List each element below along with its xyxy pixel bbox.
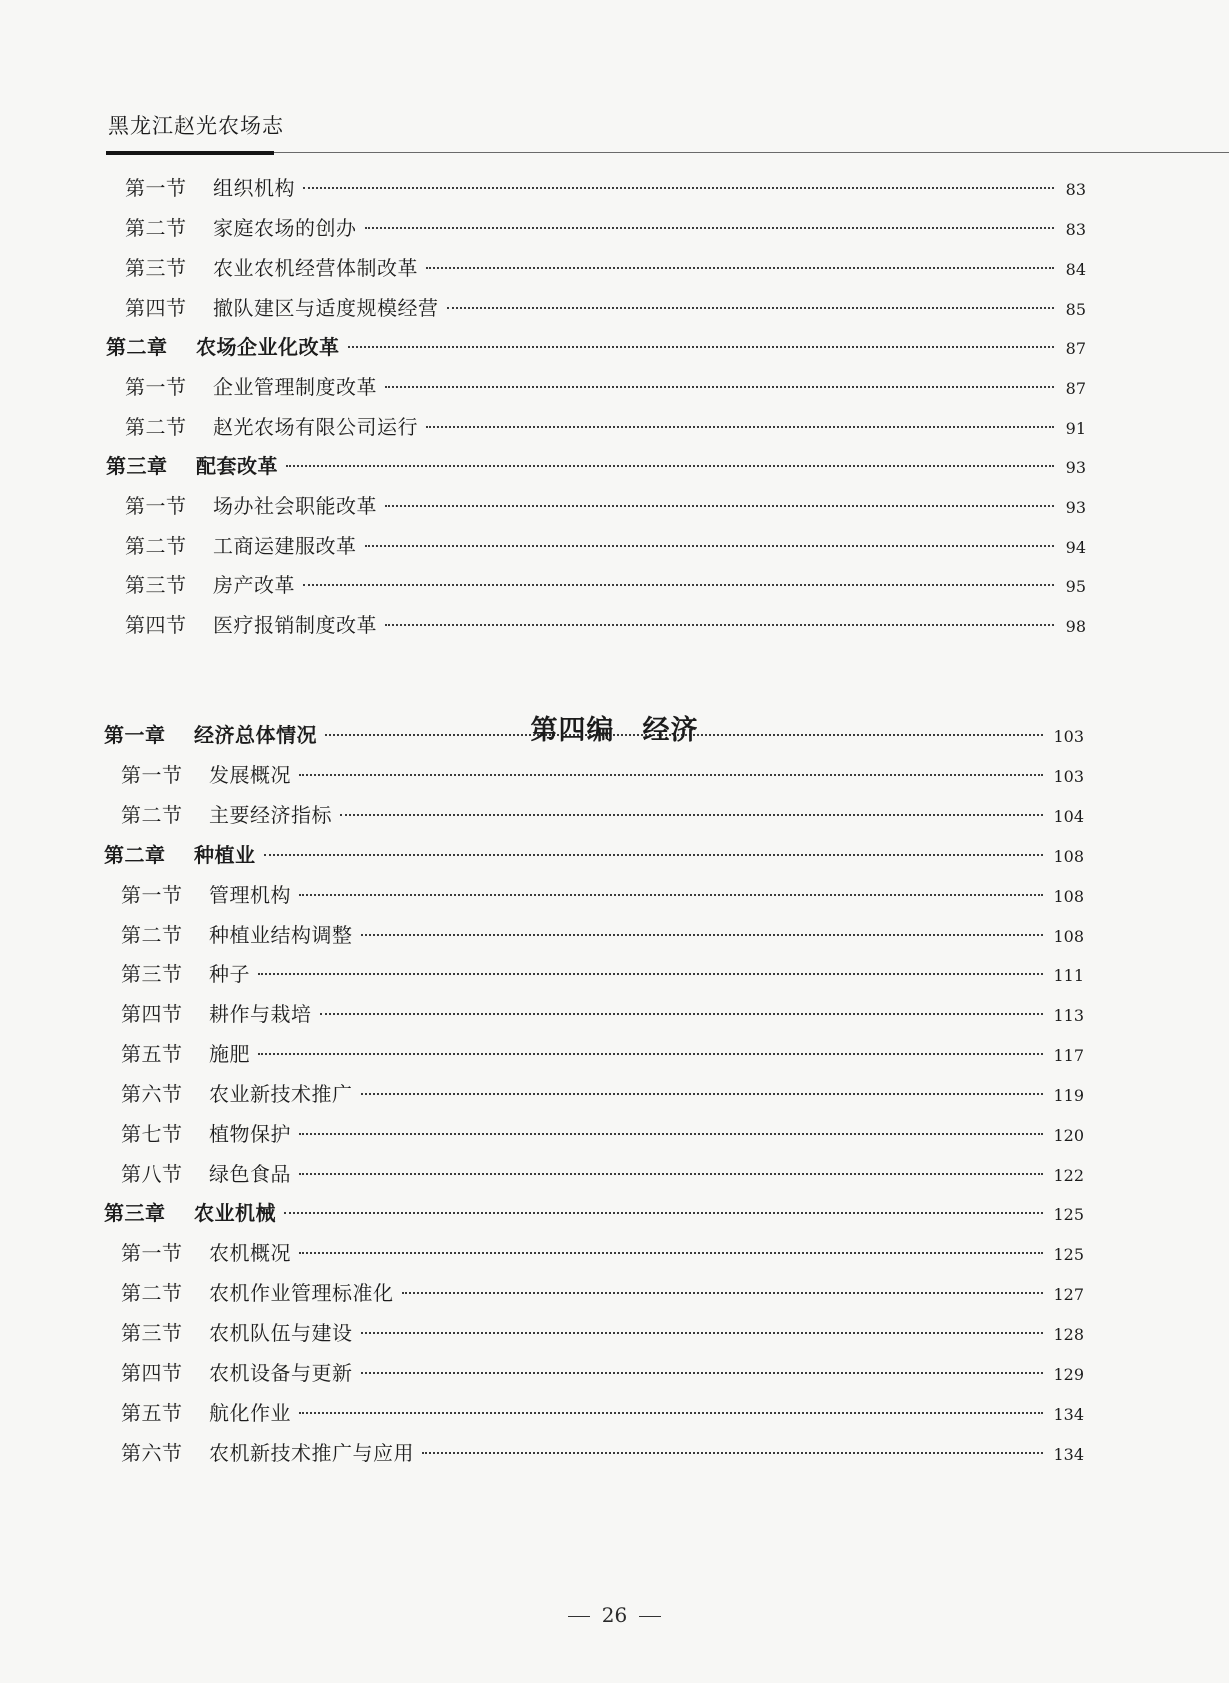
toc-dot-leader [361,1332,1044,1334]
toc-entry-label: 第三章 [104,1201,166,1225]
toc-page-number: 103 [1053,727,1084,746]
toc-entry-title: 农场企业化改革 [196,335,340,359]
page-footer [0,1603,1229,1627]
toc-entry-label: 第六节 [121,1082,183,1106]
toc-entry-title: 赵光农场有限公司运行 [213,415,418,439]
toc-entry-label: 第四节 [125,296,187,320]
toc-dot-leader [264,854,1044,856]
toc-entry-title: 企业管理制度改革 [213,375,377,399]
toc-section-entry [121,959,1084,989]
toc-entry-label: 第三节 [125,573,187,597]
toc-dot-leader [258,1053,1043,1055]
toc-dot-leader [299,1252,1043,1254]
toc-section-entry [125,570,1086,600]
toc-section-entry [125,372,1086,402]
toc-page-number: 127 [1053,1285,1084,1304]
toc-page-number: 94 [1065,538,1086,557]
toc-chapter-entry [106,451,1086,481]
toc-section-entry [121,1358,1084,1388]
toc-entry-title: 配套改革 [196,454,278,478]
toc-section-entry [121,1398,1084,1428]
toc-page-number: 119 [1053,1086,1084,1105]
toc-section-entry [125,293,1086,323]
toc-entry-label: 第一节 [121,1241,183,1265]
toc-entry-label: 第一节 [125,375,187,399]
toc-page-number: 125 [1053,1205,1084,1224]
toc-page-number: 83 [1065,220,1086,239]
toc-entry-label: 第一节 [121,763,183,787]
part-heading: 第四编 经济 [530,715,699,746]
toc-page-number: 104 [1053,807,1084,826]
toc-entry-label: 第二节 [125,415,187,439]
toc-chapter-entry [104,840,1084,870]
toc-section-entry [121,1438,1084,1468]
toc-entry-title: 绿色食品 [209,1162,291,1186]
toc-dot-leader [422,1452,1043,1454]
toc-page-number: 120 [1053,1126,1084,1145]
toc-chapter-entry [104,1198,1084,1228]
toc-section-entry [125,173,1086,203]
toc-entry-title: 植物保护 [209,1122,291,1146]
toc-dot-leader [426,267,1054,269]
toc-dot-leader [447,307,1055,309]
toc-page-number: 103 [1053,767,1084,786]
toc-page-number: 95 [1065,577,1086,596]
toc-entry-label: 第五节 [121,1042,183,1066]
page-number: 26 [601,1603,628,1627]
toc-section-entry [121,1039,1084,1069]
toc-dot-leader [365,545,1055,547]
toc-entry-title: 发展概况 [209,763,291,787]
header-rule-thick [106,151,274,155]
toc-entry-title: 主要经济指标 [209,803,332,827]
toc-section-entry [121,1318,1084,1348]
toc-entry-title: 施肥 [209,1042,250,1066]
toc-page-number: 117 [1053,1046,1084,1065]
toc-dot-leader [402,1292,1044,1294]
toc-entry-label: 第一节 [125,494,187,518]
toc-section-entry [121,880,1084,910]
toc-entry-title: 农业新技术推广 [209,1082,353,1106]
toc-section-entry [121,1159,1084,1189]
toc-section-entry [125,610,1086,640]
toc-page-number: 122 [1053,1166,1084,1185]
toc-dot-leader [348,346,1055,348]
toc-entry-label: 第三节 [121,962,183,986]
toc-page-number: 93 [1065,498,1086,517]
toc-dot-leader [361,934,1044,936]
toc-entry-title: 组织机构 [213,176,295,200]
running-header: 黑龙江赵光农场志 [108,114,284,138]
toc-entry-label: 第三节 [121,1321,183,1345]
toc-dot-leader [299,1412,1043,1414]
toc-dot-leader [361,1372,1044,1374]
toc-section-entry [125,412,1086,442]
header-rule-thin [274,152,1229,153]
toc-dot-leader [340,814,1043,816]
toc-dot-leader [284,1212,1043,1214]
toc-entry-title: 种子 [209,962,250,986]
toc-dot-leader [299,774,1043,776]
toc-entry-title: 房产改革 [213,573,295,597]
toc-entry-label: 第八节 [121,1162,183,1186]
toc-page-number: 83 [1065,180,1086,199]
toc-page-number: 125 [1053,1245,1084,1264]
toc-entry-label: 第一节 [121,883,183,907]
toc-section-entry [125,531,1086,561]
toc-entry-title: 种植业结构调整 [209,923,353,947]
toc-entry-label: 第二节 [121,803,183,827]
toc-entry-title: 农机新技术推广与应用 [209,1441,414,1465]
toc-entry-label: 第六节 [121,1441,183,1465]
toc-entry-label: 第四节 [125,613,187,637]
toc-entry-label: 第三章 [106,454,168,478]
toc-entry-title: 农机设备与更新 [209,1361,353,1385]
toc-dot-leader [299,1173,1043,1175]
toc-entry-title: 农机作业管理标准化 [209,1281,394,1305]
toc-page-number: 108 [1053,887,1084,906]
toc-section-entry [121,1238,1084,1268]
toc-entry-label: 第四节 [121,1361,183,1385]
toc-dot-leader [365,227,1055,229]
toc-chapter-entry [106,332,1086,362]
toc-entry-label: 第二节 [121,923,183,947]
toc-dot-leader [426,426,1054,428]
toc-entry-title: 农机概况 [209,1241,291,1265]
toc-entry-title: 场办社会职能改革 [213,494,377,518]
footer-dash-right [639,1616,661,1617]
toc-section-entry [125,491,1086,521]
toc-page-number: 87 [1065,339,1086,358]
toc-section-entry [121,920,1084,950]
toc-section-entry [121,760,1084,790]
toc-dot-leader [385,624,1054,626]
toc-dot-leader [299,894,1043,896]
toc-dot-leader [320,1013,1044,1015]
toc-entry-title: 工商运建服改革 [213,534,357,558]
toc-entry-title: 农业机械 [194,1201,276,1225]
toc-section-entry [121,1119,1084,1149]
toc-page-number: 108 [1053,847,1084,866]
toc-entry-title: 航化作业 [209,1401,291,1425]
toc-entry-title: 医疗报销制度改革 [213,613,377,637]
toc-entry-label: 第二节 [121,1281,183,1305]
toc-dot-leader [361,1093,1044,1095]
toc-section-entry [121,999,1084,1029]
toc-entry-label: 第二节 [125,534,187,558]
toc-page-number: 85 [1065,300,1086,319]
toc-dot-leader [303,187,1054,189]
toc-entry-title: 经济总体情况 [194,723,317,747]
toc-page-number: 129 [1053,1365,1084,1384]
toc-dot-leader [303,584,1054,586]
toc-section-entry [121,800,1084,830]
toc-page-number: 98 [1065,617,1086,636]
toc-entry-title: 管理机构 [209,883,291,907]
toc-entry-title: 耕作与栽培 [209,1002,312,1026]
toc-page-number: 128 [1053,1325,1084,1344]
toc-entry-label: 第五节 [121,1401,183,1425]
toc-entry-label: 第一节 [125,176,187,200]
toc-dot-leader [286,465,1054,467]
toc-section-entry [125,253,1086,283]
toc-entry-label: 第四节 [121,1002,183,1026]
toc-page-number: 108 [1053,927,1084,946]
toc-entry-label: 第二节 [125,216,187,240]
toc-page-number: 93 [1065,458,1086,477]
toc-section-entry [125,213,1086,243]
toc-page-number: 113 [1053,1006,1084,1025]
toc-page-number: 134 [1053,1445,1084,1464]
toc-entry-label: 第一章 [104,723,166,747]
toc-entry-title: 种植业 [194,843,256,867]
toc-page-number: 84 [1065,260,1086,279]
toc-entry-title: 农业农机经营体制改革 [213,256,418,280]
toc-dot-leader [258,973,1043,975]
toc-entry-title: 农机队伍与建设 [209,1321,353,1345]
toc-entry-label: 第七节 [121,1122,183,1146]
toc-dot-leader [385,386,1054,388]
toc-page-number: 134 [1053,1405,1084,1424]
toc-page-number: 111 [1053,966,1084,985]
toc-entry-title: 撤队建区与适度规模经营 [213,296,439,320]
toc-entry-label: 第二章 [106,335,168,359]
toc-section-entry [121,1079,1084,1109]
toc-dot-leader [385,505,1054,507]
toc-page-number: 87 [1065,379,1086,398]
toc-section-entry [121,1278,1084,1308]
toc-dot-leader [299,1133,1043,1135]
toc-entry-title: 家庭农场的创办 [213,216,357,240]
toc-entry-label: 第三节 [125,256,187,280]
toc-page-number: 91 [1065,419,1086,438]
footer-dash-left [568,1616,590,1617]
toc-entry-label: 第二章 [104,843,166,867]
